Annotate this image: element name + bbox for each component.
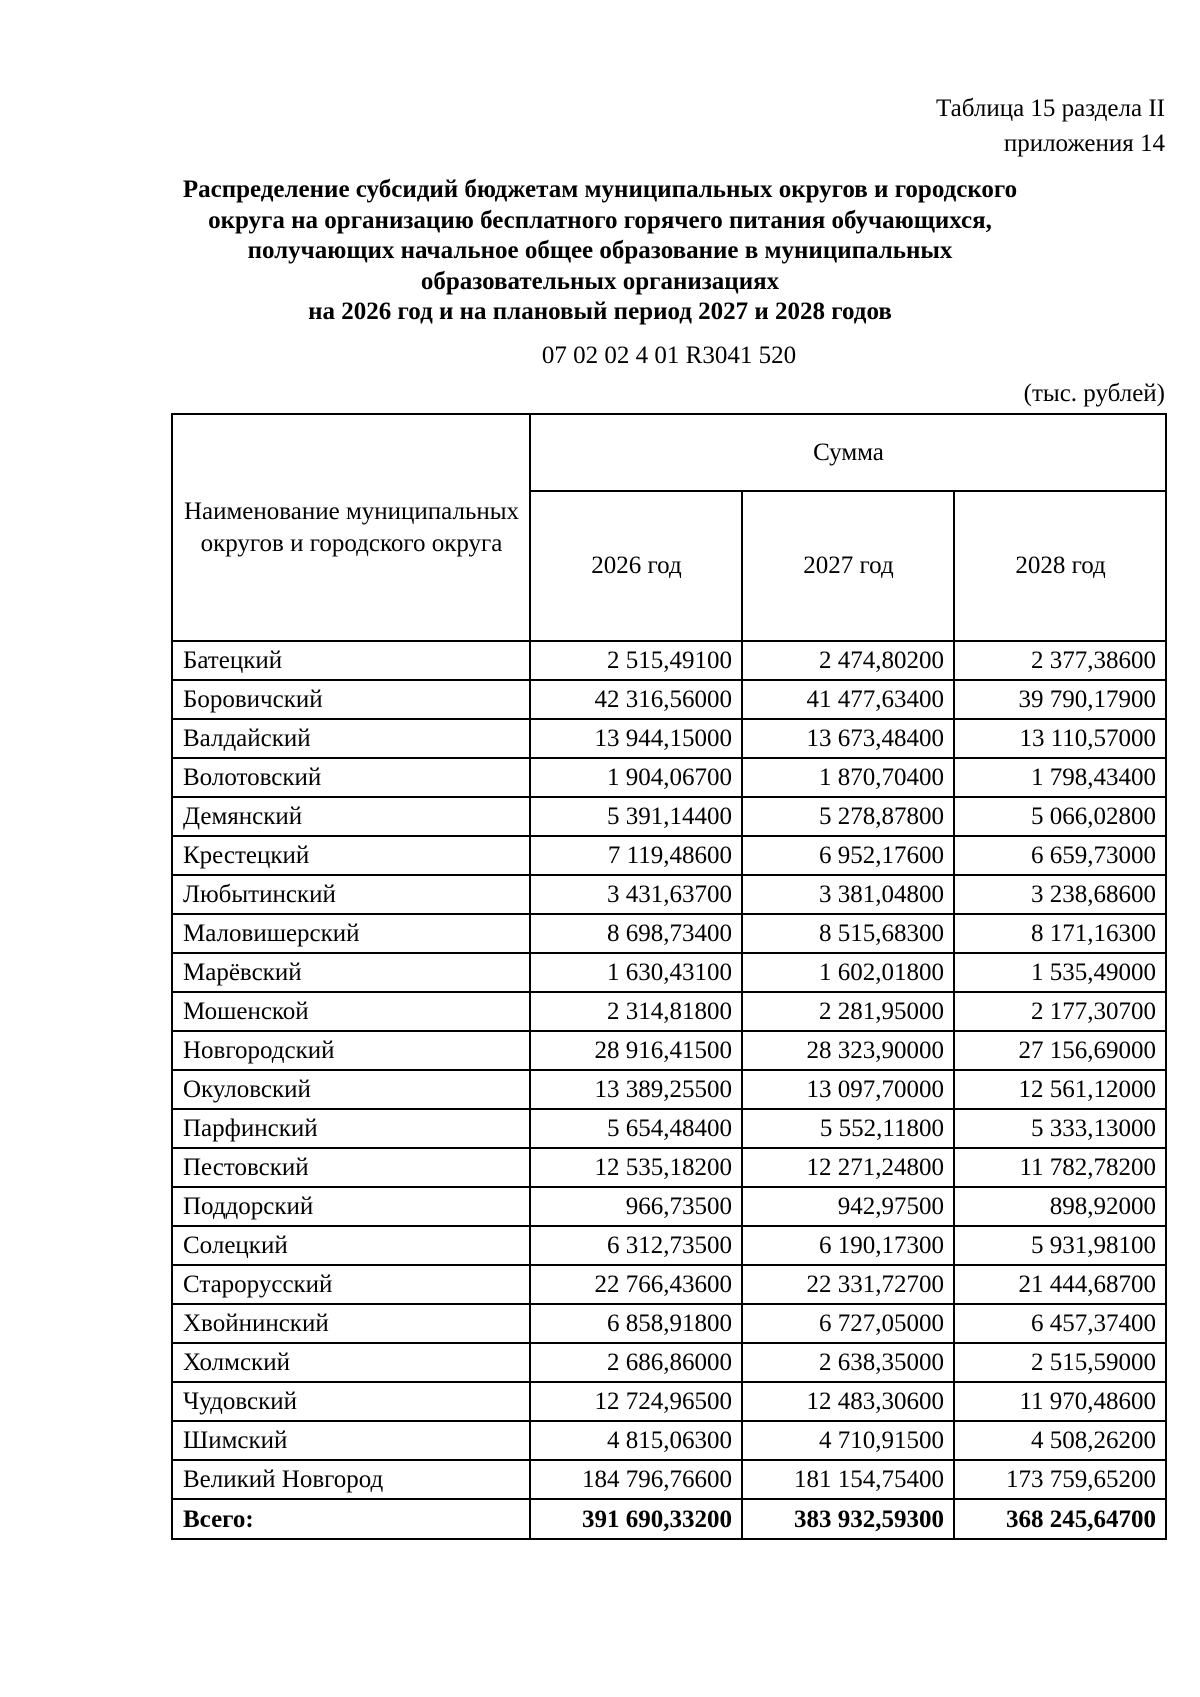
value-2028: 1 798,43400: [954, 758, 1166, 797]
value-2027: 181 154,75400: [742, 1460, 954, 1499]
district-name: Поддорский: [172, 1187, 530, 1226]
column-header-sum: Сумма: [530, 414, 1166, 491]
subsidy-table: [171, 413, 1167, 1540]
table-row: [172, 875, 1166, 914]
district-name: Пестовский: [172, 1148, 530, 1187]
total-row: [172, 1499, 1166, 1539]
value-2028: 11 970,48600: [954, 1382, 1166, 1421]
value-2027: 1 602,01800: [742, 953, 954, 992]
value-2028: 6 659,73000: [954, 836, 1166, 875]
table-row: [172, 1460, 1166, 1499]
district-name: Солецкий: [172, 1226, 530, 1265]
value-2026: 22 766,43600: [530, 1265, 742, 1304]
value-2028: 13 110,57000: [954, 719, 1166, 758]
value-2027: 3 381,04800: [742, 875, 954, 914]
title-line: на 2026 год и на плановый период 2027 и 2028 годов: [308, 298, 892, 325]
value-2026: 2 314,81800: [530, 992, 742, 1031]
value-2026: 184 796,76600: [530, 1460, 742, 1499]
value-2028: 8 171,16300: [954, 914, 1166, 953]
value-2028: 173 759,65200: [954, 1460, 1166, 1499]
value-2026: 6 858,91800: [530, 1304, 742, 1343]
value-2026: 12 535,18200: [530, 1148, 742, 1187]
table-row: [172, 836, 1166, 875]
value-2026: 12 724,96500: [530, 1382, 742, 1421]
value-2028: 6 457,37400: [954, 1304, 1166, 1343]
value-2026: 2 686,86000: [530, 1343, 742, 1382]
value-2027: 2 281,95000: [742, 992, 954, 1031]
value-2027: 6 190,17300: [742, 1226, 954, 1265]
table-row: [172, 719, 1166, 758]
district-name: Чудовский: [172, 1382, 530, 1421]
value-2027: 4 710,91500: [742, 1421, 954, 1460]
district-name: Демянский: [172, 797, 530, 836]
total-2027: 383 932,59300: [742, 1499, 954, 1539]
unit-label: (тыс. рублей): [1023, 380, 1165, 407]
budget-code: 07 02 02 4 01 R3041 520: [541, 342, 797, 369]
district-name: Крестецкий: [172, 836, 530, 875]
title-line: округа на организацию бесплатного горячего питания обучающихся,: [208, 206, 992, 234]
district-name: Новгородский: [172, 1031, 530, 1070]
value-2026: 966,73500: [530, 1187, 742, 1226]
value-2026: 7 119,48600: [530, 836, 742, 875]
district-name: Старорусский: [172, 1265, 530, 1304]
district-name: Холмский: [172, 1343, 530, 1382]
column-header-2027: 2027 год: [742, 491, 954, 641]
district-name: Парфинский: [172, 1109, 530, 1148]
value-2026: 13 389,25500: [530, 1070, 742, 1109]
value-2027: 8 515,68300: [742, 914, 954, 953]
district-name: Марёвский: [172, 953, 530, 992]
value-2028: 898,92000: [954, 1187, 1166, 1226]
value-2027: 6 952,17600: [742, 836, 954, 875]
value-2026: 42 316,56000: [530, 680, 742, 719]
value-2028: 39 790,17900: [954, 680, 1166, 719]
table-row: [172, 680, 1166, 719]
table-row: [172, 1265, 1166, 1304]
district-name: Хвойнинский: [172, 1304, 530, 1343]
district-name: Маловишерский: [172, 914, 530, 953]
value-2026: 4 815,06300: [530, 1421, 742, 1460]
district-name: Батецкий: [172, 641, 530, 680]
value-2027: 13 097,70000: [742, 1070, 954, 1109]
title-line: получающих начальное общее образование в муниципальных: [247, 237, 953, 264]
total-2028: 368 245,64700: [954, 1499, 1166, 1539]
district-name: Шимский: [172, 1421, 530, 1460]
table-row: [172, 1421, 1166, 1460]
value-2027: 22 331,72700: [742, 1265, 954, 1304]
value-2026: 6 312,73500: [530, 1226, 742, 1265]
value-2028: 3 238,68600: [954, 875, 1166, 914]
value-2027: 5 552,11800: [742, 1109, 954, 1148]
table-row: [172, 797, 1166, 836]
table-row: [172, 758, 1166, 797]
value-2026: 5 391,14400: [530, 797, 742, 836]
value-2028: 5 066,02800: [954, 797, 1166, 836]
table-row: [172, 1031, 1166, 1070]
district-name: Окуловский: [172, 1070, 530, 1109]
value-2027: 41 477,63400: [742, 680, 954, 719]
title-line: образовательных организациях: [420, 267, 780, 295]
district-name: Валдайский: [172, 719, 530, 758]
value-2027: 12 483,30600: [742, 1382, 954, 1421]
table-row: [172, 1382, 1166, 1421]
value-2027: 13 673,48400: [742, 719, 954, 758]
title-line: Распределение субсидий бюджетам муниципальных округов и городского: [182, 176, 1018, 203]
value-2026: 2 515,49100: [530, 641, 742, 680]
table-row: [172, 1226, 1166, 1265]
value-2028: 12 561,12000: [954, 1070, 1166, 1109]
total-label: Всего:: [172, 1499, 530, 1539]
value-2028: 21 444,68700: [954, 1265, 1166, 1304]
value-2028: 2 177,30700: [954, 992, 1166, 1031]
value-2027: 1 870,70400: [742, 758, 954, 797]
value-2026: 5 654,48400: [530, 1109, 742, 1148]
value-2027: 28 323,90000: [742, 1031, 954, 1070]
table-reference-line-1: Таблица 15 раздела II: [936, 95, 1165, 122]
column-header-name: Наименование муниципальных округов и городского округа: [172, 414, 530, 641]
table-row: [172, 914, 1166, 953]
value-2027: 942,97500: [742, 1187, 954, 1226]
value-2026: 13 944,15000: [530, 719, 742, 758]
table-reference-line-2: приложения 14: [1003, 130, 1165, 157]
table-row: [172, 1187, 1166, 1226]
table-row: [172, 992, 1166, 1031]
column-header-2028: 2028 год: [954, 491, 1166, 641]
table-row: [172, 1343, 1166, 1382]
district-name: Любытинский: [172, 875, 530, 914]
value-2028: 4 508,26200: [954, 1421, 1166, 1460]
table-row: [172, 1148, 1166, 1187]
value-2027: 5 278,87800: [742, 797, 954, 836]
value-2028: 2 377,38600: [954, 641, 1166, 680]
value-2027: 12 271,24800: [742, 1148, 954, 1187]
total-2026: 391 690,33200: [530, 1499, 742, 1539]
district-name: Мошенской: [172, 992, 530, 1031]
district-name: Боровичский: [172, 680, 530, 719]
value-2026: 3 431,63700: [530, 875, 742, 914]
document-title: [170, 175, 1030, 328]
column-header-2026: 2026 год: [530, 491, 742, 641]
value-2026: 1 630,43100: [530, 953, 742, 992]
value-2027: 2 474,80200: [742, 641, 954, 680]
district-name: Волотовский: [172, 758, 530, 797]
value-2028: 5 333,13000: [954, 1109, 1166, 1148]
value-2028: 5 931,98100: [954, 1226, 1166, 1265]
value-2026: 8 698,73400: [530, 914, 742, 953]
value-2028: 2 515,59000: [954, 1343, 1166, 1382]
table-body: [172, 641, 1166, 1499]
table-row: [172, 1070, 1166, 1109]
table-row: [172, 1109, 1166, 1148]
value-2027: 2 638,35000: [742, 1343, 954, 1382]
table-row: [172, 641, 1166, 680]
table-row: [172, 953, 1166, 992]
value-2028: 11 782,78200: [954, 1148, 1166, 1187]
value-2027: 6 727,05000: [742, 1304, 954, 1343]
district-name: Великий Новгород: [172, 1460, 530, 1499]
value-2026: 28 916,41500: [530, 1031, 742, 1070]
value-2026: 1 904,06700: [530, 758, 742, 797]
table-row: [172, 1304, 1166, 1343]
value-2028: 1 535,49000: [954, 953, 1166, 992]
value-2028: 27 156,69000: [954, 1031, 1166, 1070]
